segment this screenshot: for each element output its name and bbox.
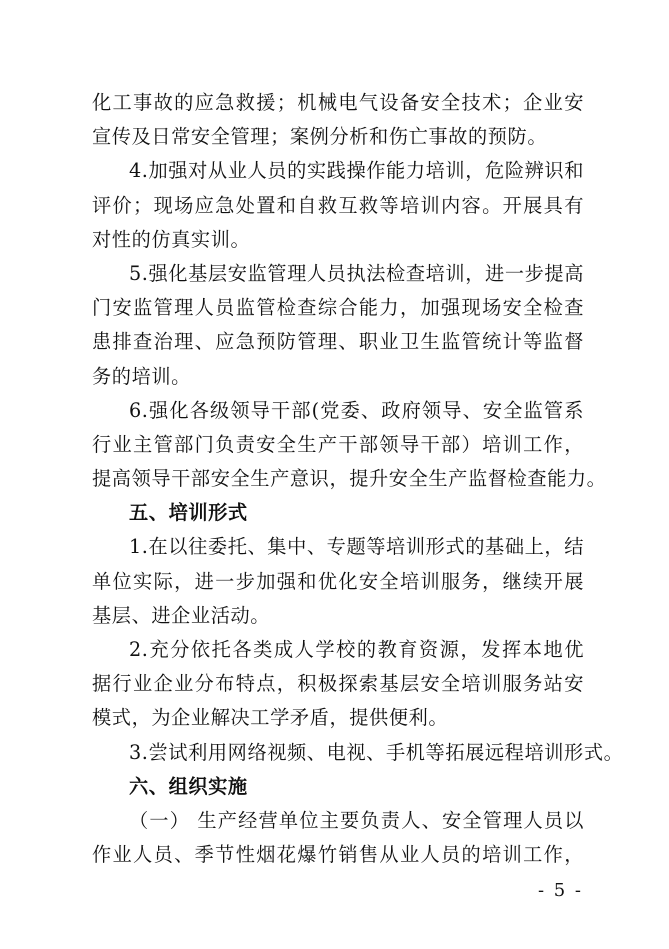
text-line: 化工事故的应急救援；机械电气设备安全技术；企业安 <box>92 91 584 114</box>
text-line: 提高领导干部安全生产意识，提升安全生产监督检查能力。 <box>92 467 607 491</box>
text-line: 5.强化基层安监管理人员执法检查培训，进一步提高 <box>129 261 584 285</box>
text-line: 单位实际，进一步加强和优化安全培训服务，继续开展 <box>92 569 584 593</box>
text-line: 模式，为企业解决工学矛盾，提供便利。 <box>92 706 449 730</box>
text-line: 据行业企业分布特点，积极探索基层安全培训服务站安 <box>92 672 584 696</box>
text-line: 评价；现场应急处置和自救互救等培训内容。开展具有 <box>92 193 584 217</box>
body-text <box>92 86 624 872</box>
text-line: 1.在以往委托、集中、专题等培训形式的基础上，结 <box>129 535 584 559</box>
text-line: 4.加强对从业人员的实践操作能力培训，危险辨识和 <box>129 159 584 183</box>
text-line: 作业人员、季节性烟花爆竹销售从业人员的培训工作， <box>92 843 584 867</box>
text-line: 门安监管理人员监管检查综合能力，加强现场安全检查 <box>92 296 584 320</box>
text-line: 行业主管部门负责安全生产干部领导干部）培训工作， <box>92 432 584 456</box>
page-number: - 5 - <box>537 880 583 901</box>
text-line: 患排查治理、应急预防管理、职业卫生监管统计等监督 <box>92 330 584 354</box>
text-line: 2.充分依托各类成人学校的教育资源，发挥本地优 <box>129 638 584 661</box>
text-line: 务的培训。 <box>92 364 191 388</box>
text-line: 6.强化各级领导干部(党委、政府领导、安全监管系 <box>129 398 584 422</box>
text-line: 宣传及日常安全管理；案例分析和伤亡事故的预防。 <box>92 125 548 149</box>
section-heading: 六、组织实施 <box>129 774 248 798</box>
text-line: 基层、进企业活动。 <box>92 603 271 627</box>
section-heading: 五、培训形式 <box>129 501 248 525</box>
text-line: 3.尝试利用网络视频、电视、手机等拓展远程培训形式。 <box>129 740 624 764</box>
text-line: 对性的仿真实训。 <box>92 227 251 251</box>
text-line: （一） 生产经营单位主要负责人、安全管理人员以 <box>129 808 584 832</box>
